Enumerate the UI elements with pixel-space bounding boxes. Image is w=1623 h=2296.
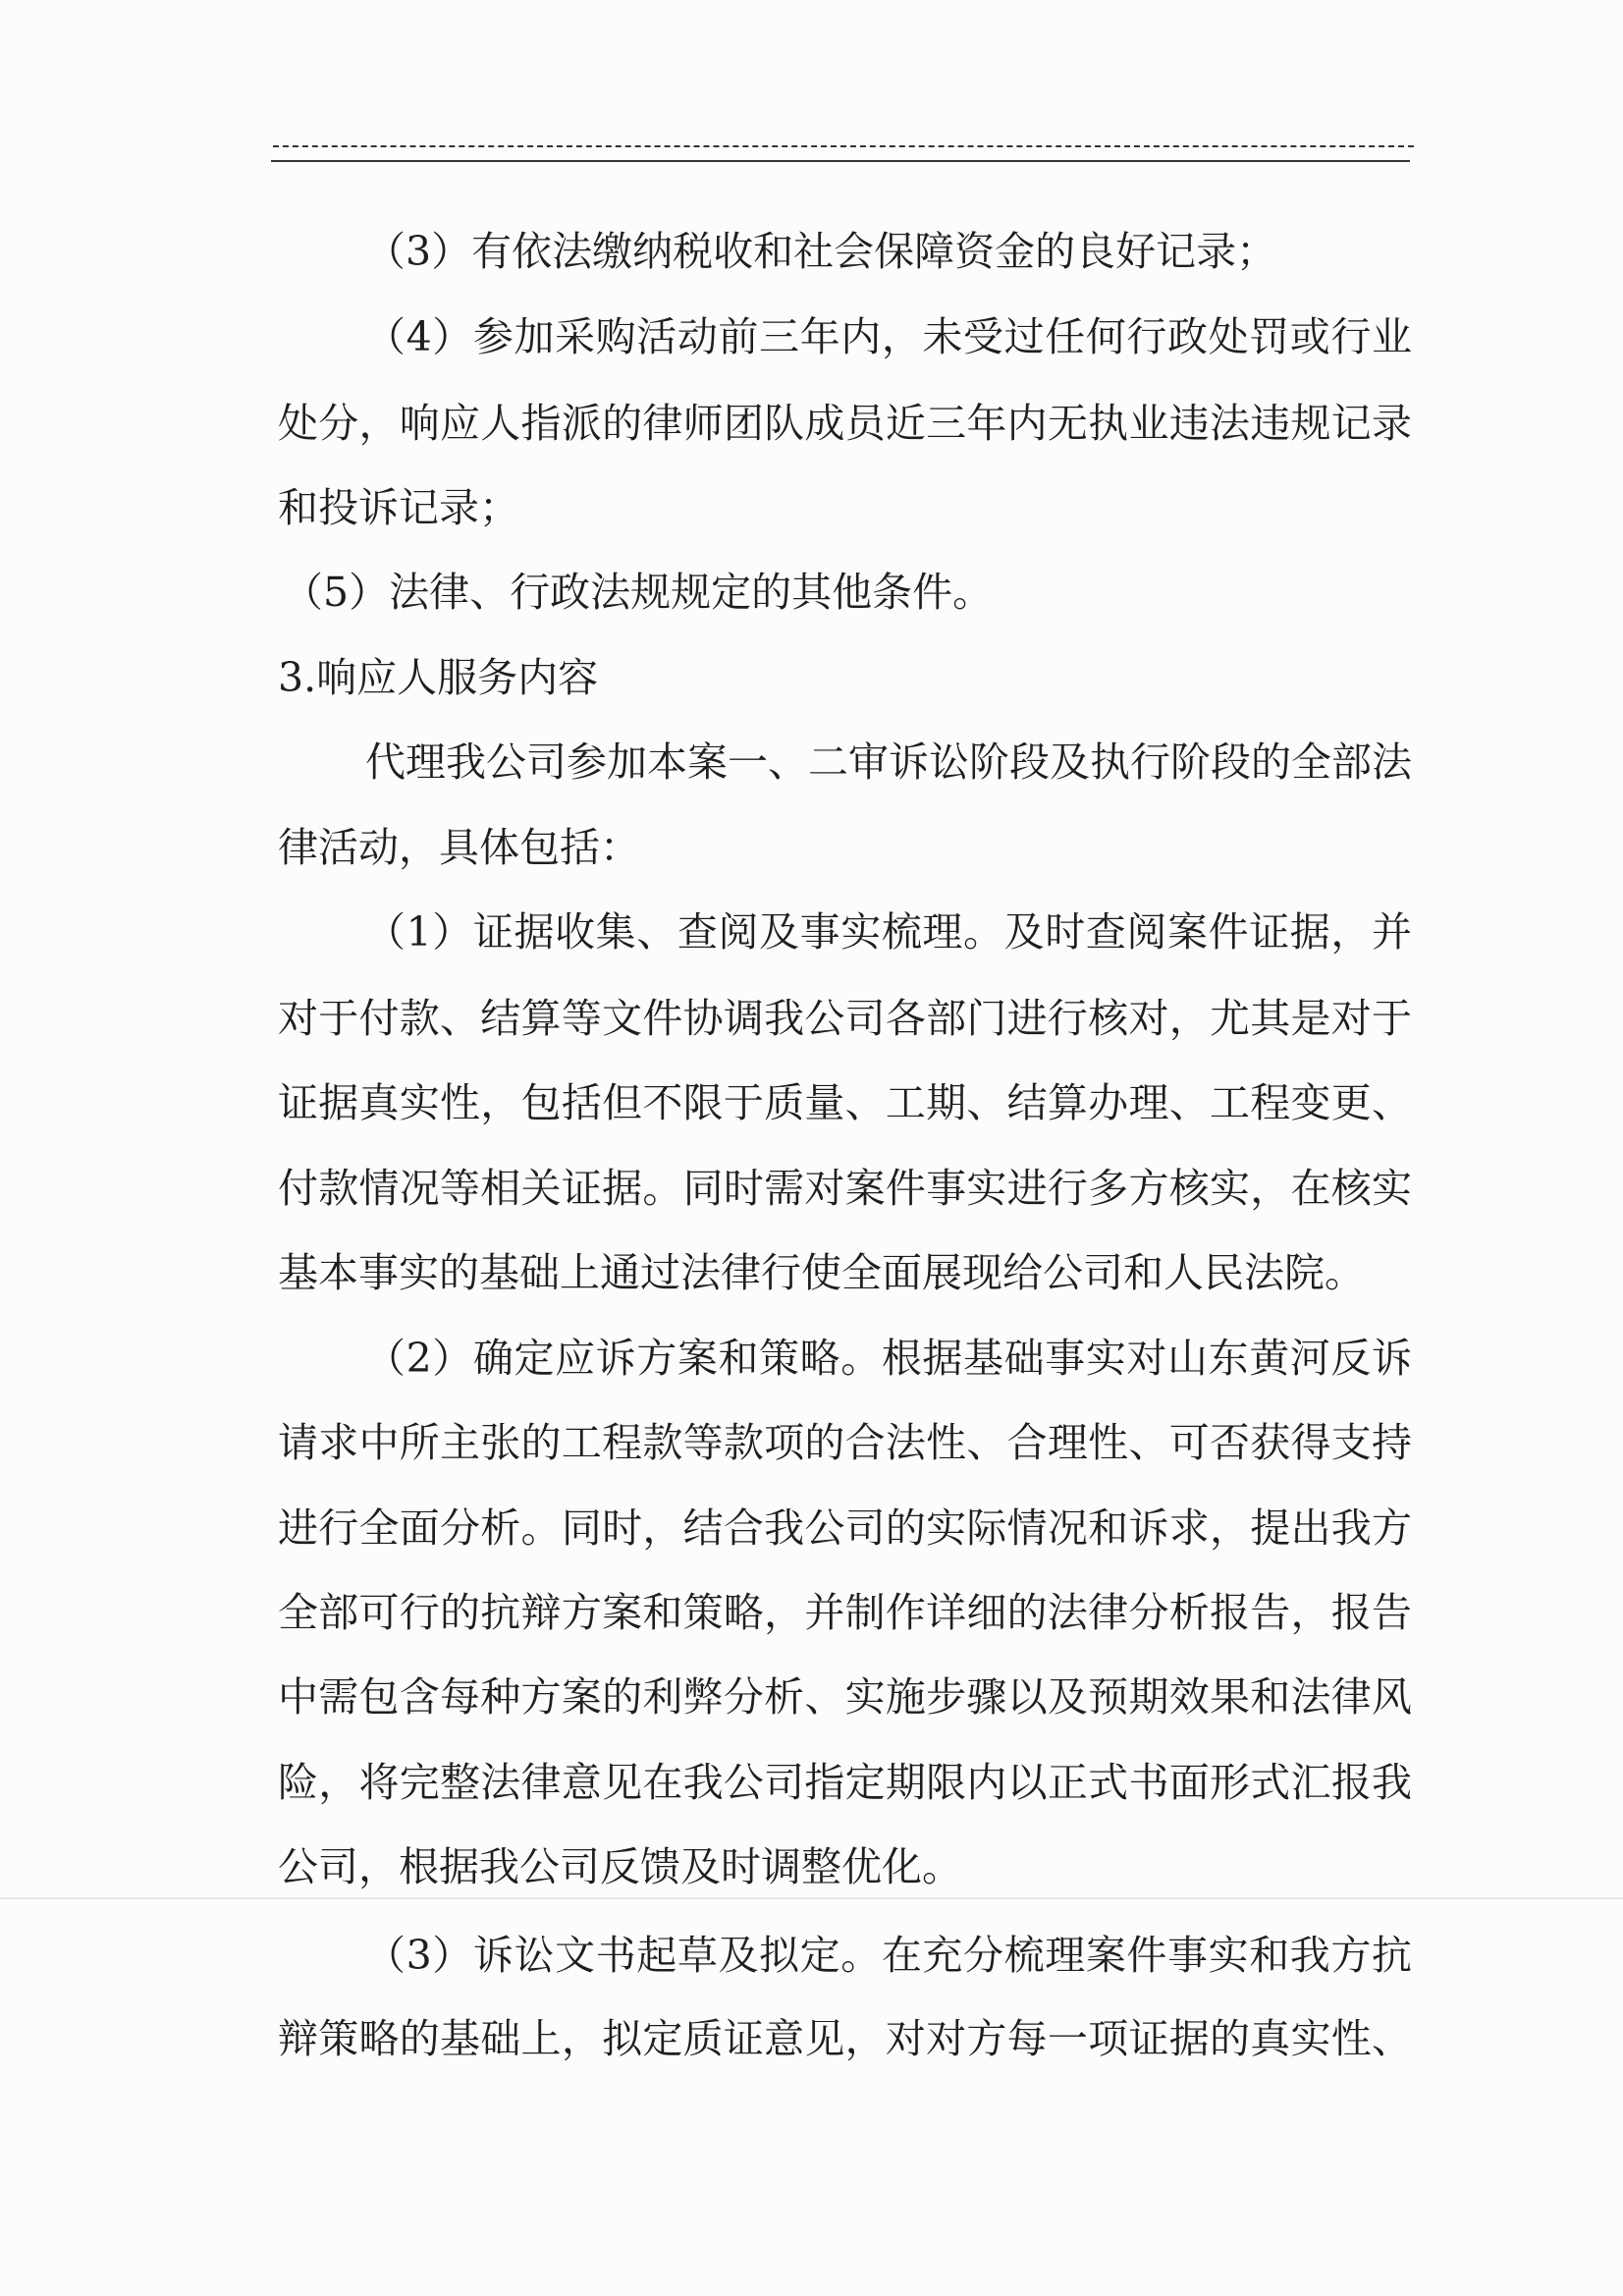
text-line: 代理我公司参加本案一、二审诉讼阶段及执行阶段的全部法 (365, 738, 1412, 786)
text-line: 付款情况等相关证据。同时需对案件事实进行多方核实，在核实 (278, 1165, 1412, 1212)
text-line: （5）法律、行政法规规定的其他条件。 (283, 569, 994, 616)
text-line: （3）有依法缴纳税收和社会保障资金的良好记录； (365, 228, 1277, 275)
header-solid-rule (271, 160, 1410, 162)
text-line: 处分，响应人指派的律师团队成员近三年内无执业违法违规记录 (278, 400, 1412, 447)
text-line: 全部可行的抗辩方案和策略，并制作详细的法律分析报告，报告 (278, 1589, 1412, 1636)
text-line: 请求中所主张的工程款等款项的合法性、合理性、可否获得支持 (278, 1419, 1412, 1466)
scan-fold-line (0, 1897, 1623, 1899)
text-line: 进行全面分析。同时，结合我公司的实际情况和诉求，提出我方 (278, 1504, 1412, 1552)
header-dashed-rule (273, 145, 1414, 147)
text-line: 证据真实性，包括但不限于质量、工期、结算办理、工程变更、 (278, 1079, 1412, 1126)
section-heading: 3.响应人服务内容 (278, 654, 599, 701)
text-line: 中需包含每种方案的利弊分析、实施步骤以及预期效果和法律风 (278, 1673, 1412, 1721)
text-line: （1）证据收集、查阅及事实梳理。及时查阅案件证据，并 (365, 908, 1412, 956)
text-line: 基本事实的基础上通过法律行使全面展现给公司和人民法院。 (278, 1249, 1365, 1296)
text-line: 公司，根据我公司反馈及时调整优化。 (278, 1843, 962, 1890)
text-line: 险，将完整法律意见在我公司指定期限内以正式书面形式汇报我 (278, 1759, 1412, 1806)
text-line: 辩策略的基础上，拟定质证意见，对对方每一项证据的真实性、 (278, 2015, 1412, 2062)
text-line: （3）诉讼文书起草及拟定。在充分梳理案件事实和我方抗 (365, 1932, 1412, 1979)
text-line: 律活动，具体包括： (278, 824, 640, 871)
text-line: 对于付款、结算等文件协调我公司各部门进行核对，尤其是对于 (278, 995, 1412, 1042)
text-line: （4）参加采购活动前三年内，未受过任何行政处罚或行业 (365, 313, 1412, 360)
text-line: （2）确定应诉方案和策略。根据基础事实对山东黄河反诉 (365, 1335, 1412, 1382)
text-line: 和投诉记录； (278, 484, 519, 531)
